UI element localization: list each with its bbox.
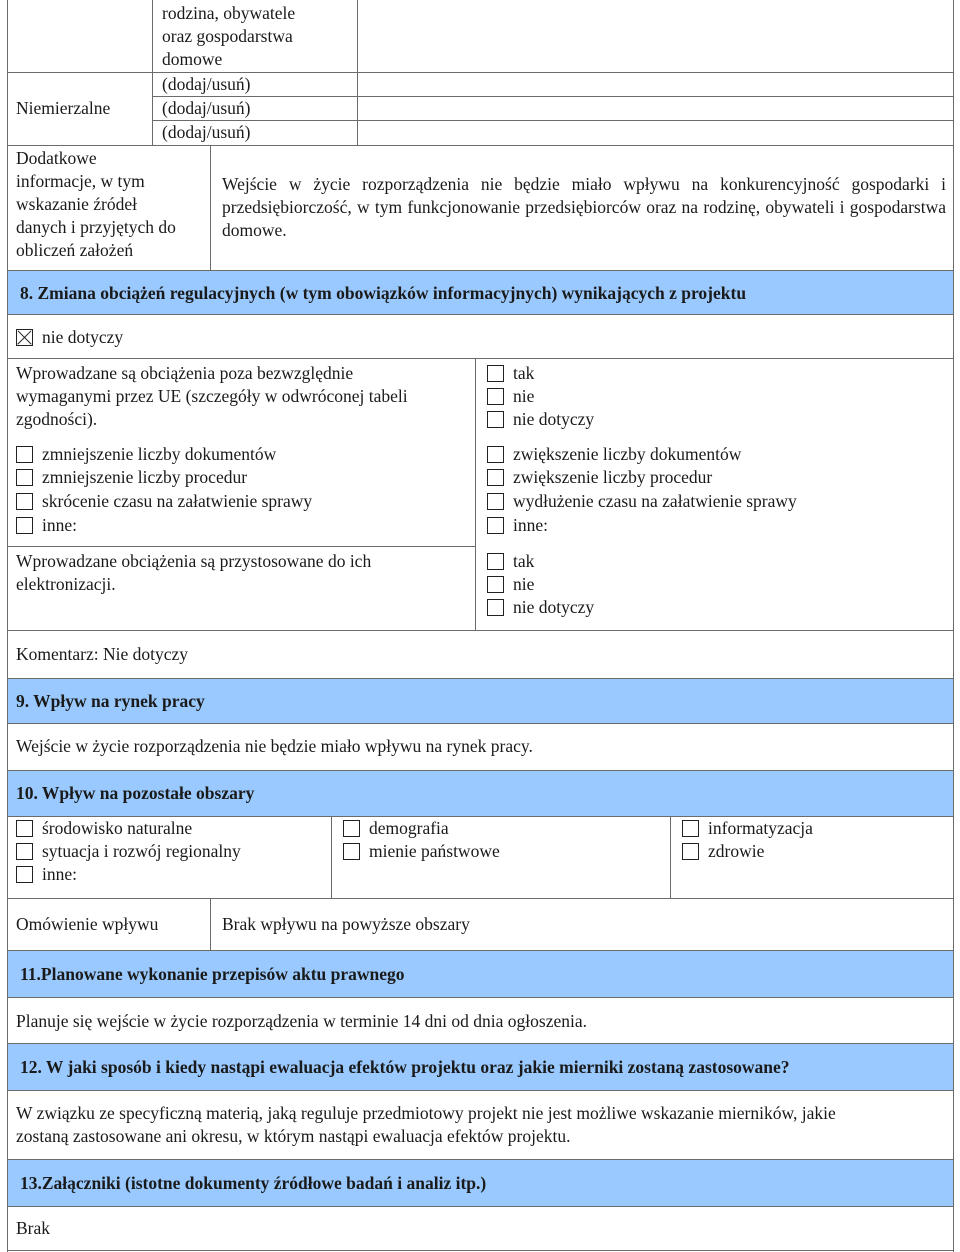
- area-option[interactable]: [16, 840, 241, 863]
- section11-title: 11.Planowane wykonanie przepisów aktu prawnego: [20, 964, 405, 984]
- checkbox-icon[interactable]: [343, 843, 360, 860]
- omowienie-text: Brak wpływu na powyższe obszary: [222, 914, 470, 934]
- area-option[interactable]: [343, 817, 449, 840]
- top-col-divider-2: [210, 145, 211, 270]
- section8-comment: Komentarz: Nie dotyczy: [16, 644, 189, 664]
- top-row-border-3: [152, 96, 953, 97]
- option-label: wydłużenie czasu na załatwienie sprawy: [513, 491, 797, 511]
- q1-line-1: Wprowadzane są obciążenia poza bezwzględnie: [16, 363, 354, 383]
- impact-group-line-1: rodzina, obywatele: [162, 3, 296, 23]
- checkbox-icon[interactable]: [487, 388, 504, 405]
- top-row-border-5: [7, 145, 953, 146]
- option-label: nie dotyczy: [513, 409, 595, 429]
- option-label: inne:: [513, 515, 548, 535]
- option-label: zwiększenie liczby procedur: [513, 467, 713, 487]
- section9-title: 9. Wpływ na rynek pracy: [16, 691, 205, 711]
- section11-text: Planuje się wejście w życie rozporządzenia w terminie 14 dni od dnia ogłoszenia.: [16, 1011, 587, 1031]
- section13-text: Brak: [16, 1218, 51, 1238]
- nie-dotyczy-option[interactable]: [16, 326, 123, 349]
- add-remove-link[interactable]: (dodaj/usuń): [162, 98, 251, 118]
- option-label: zmniejszenie liczby procedur: [42, 467, 248, 487]
- checkbox-icon[interactable]: [16, 469, 33, 486]
- q2-option-tak[interactable]: [487, 550, 534, 573]
- niemierzalne-label: Niemierzalne: [16, 98, 111, 118]
- s8-border-1: [7, 314, 953, 315]
- left-change-option[interactable]: [16, 466, 247, 489]
- left-change-option[interactable]: [16, 490, 312, 513]
- checkbox-icon[interactable]: [487, 365, 504, 382]
- checkbox-icon[interactable]: [16, 866, 33, 883]
- checkbox-checked-icon[interactable]: [16, 329, 33, 346]
- checkbox-icon[interactable]: [487, 517, 504, 534]
- left-change-option[interactable]: [16, 443, 276, 466]
- dodatkowe-label-line-5: obliczeń założeń: [16, 240, 134, 260]
- checkbox-icon[interactable]: [487, 469, 504, 486]
- checkbox-icon[interactable]: [487, 493, 504, 510]
- checkbox-icon[interactable]: [682, 843, 699, 860]
- checkbox-icon[interactable]: [487, 553, 504, 570]
- q1-option-nie[interactable]: [487, 385, 534, 408]
- s10-col-divider-2: [670, 816, 671, 898]
- right-change-option[interactable]: [487, 490, 797, 513]
- q2-option-nie[interactable]: [487, 573, 534, 596]
- q2-line-1: Wprowadzane obciążenia są przystosowane do ich: [16, 551, 372, 571]
- area-option[interactable]: [16, 863, 77, 886]
- impact-group-line-3: domowe: [162, 49, 223, 69]
- option-label: nie: [513, 574, 535, 594]
- area-option[interactable]: [682, 817, 813, 840]
- checkbox-icon[interactable]: [487, 446, 504, 463]
- s8-border-3: [7, 546, 475, 547]
- option-label: inne:: [42, 864, 77, 884]
- s11-border-mid: [7, 997, 953, 998]
- section10-title: 10. Wpływ na pozostałe obszary: [16, 783, 255, 803]
- section9-text: Wejście w życie rozporządzenia nie będzie miało wpływu na rynek pracy.: [16, 736, 533, 756]
- option-label: skrócenie czasu na załatwienie sprawy: [42, 491, 313, 511]
- section12-text-line-1: W związku ze specyficzną materią, jaką reguluje przedmiotowy projekt nie jest możliwe wskazanie mierników, jakie: [16, 1103, 836, 1123]
- checkbox-icon[interactable]: [16, 517, 33, 534]
- q1-option-nie-dotyczy[interactable]: [487, 408, 594, 431]
- omowienie-label: Omówienie wpływu: [16, 914, 159, 934]
- s8-border-4: [7, 630, 953, 631]
- option-label: zdrowie: [708, 841, 765, 861]
- checkbox-icon[interactable]: [16, 493, 33, 510]
- option-label: mienie państwowe: [369, 841, 500, 861]
- option-label: nie: [513, 386, 535, 406]
- s10-border-top: [7, 770, 953, 771]
- q1-line-2: wymaganymi przez UE (szczegóły w odwróconej tabeli: [16, 386, 408, 406]
- option-label: zwiększenie liczby dokumentów: [513, 444, 742, 464]
- table-border-bottom: [7, 1250, 953, 1251]
- section12-title: 12. W jaki sposób i kiedy nastąpi ewaluacja efektów projektu oraz jakie mierniki zostaną zastosowane?: [20, 1057, 790, 1077]
- add-remove-link[interactable]: (dodaj/usuń): [162, 74, 251, 94]
- option-label: środowisko naturalne: [42, 818, 193, 838]
- dodatkowe-label-line-1: Dodatkowe: [16, 148, 97, 168]
- option-label: demografia: [369, 818, 449, 838]
- right-change-option[interactable]: [487, 443, 741, 466]
- top-row-border-6: [7, 270, 953, 271]
- s11-border-top: [7, 950, 953, 951]
- q2-option-nie-dotyczy[interactable]: [487, 596, 594, 619]
- right-change-option[interactable]: [487, 514, 548, 537]
- checkbox-icon[interactable]: [487, 576, 504, 593]
- s10-border-low: [7, 898, 953, 899]
- s8-mid-divider: [475, 358, 476, 630]
- impact-group-line-2: oraz gospodarstwa: [162, 26, 293, 46]
- checkbox-icon[interactable]: [343, 820, 360, 837]
- top-row-border-1: [7, 72, 152, 73]
- area-option[interactable]: [682, 840, 764, 863]
- option-label: informatyzacja: [708, 818, 813, 838]
- s8-border-2: [7, 358, 953, 359]
- dodatkowe-label-line-4: danych i przyjętych do: [16, 217, 176, 237]
- checkbox-icon[interactable]: [16, 446, 33, 463]
- option-label: nie dotyczy: [513, 597, 595, 617]
- section8-title: 8. Zmiana obciążeń regulacyjnych (w tym obowiązków informacyjnych) wynikających z projektu: [20, 283, 747, 303]
- table-border-left: [7, 0, 8, 1252]
- checkbox-icon[interactable]: [682, 820, 699, 837]
- add-remove-link[interactable]: (dodaj/usuń): [162, 122, 251, 142]
- q2-line-2: elektronizacji.: [16, 574, 116, 594]
- s9-border-top: [7, 678, 953, 679]
- top-row-border-2: [152, 72, 953, 73]
- option-label: tak: [513, 363, 535, 383]
- s10-omowienie-divider: [210, 898, 211, 950]
- nie-dotyczy-label: nie dotyczy: [42, 327, 124, 347]
- s9-border-mid: [7, 723, 953, 724]
- checkbox-icon[interactable]: [487, 599, 504, 616]
- checkbox-icon[interactable]: [16, 843, 33, 860]
- s13-border-top: [7, 1159, 953, 1160]
- area-option[interactable]: [16, 817, 192, 840]
- section12-text-line-2: zostaną zastosowane ani okresu, w którym nastąpi ewaluacja efektów projektu.: [16, 1126, 571, 1146]
- section13-title: 13.Załączniki (istotne dokumenty źródłowe badań i analiz itp.): [20, 1173, 487, 1193]
- left-change-option[interactable]: [16, 514, 77, 537]
- s12-border-top: [7, 1043, 953, 1044]
- checkbox-icon[interactable]: [487, 411, 504, 428]
- option-label: sytuacja i rozwój regionalny: [42, 841, 241, 861]
- top-row-border-4: [152, 120, 953, 121]
- option-label: zmniejszenie liczby dokumentów: [42, 444, 277, 464]
- dodatkowe-label-line-2: informacje, w tym: [16, 171, 145, 191]
- s13-border-mid: [7, 1206, 953, 1207]
- dodatkowe-text: Wejście w życie rozporządzenia nie będzie miało wpływu na konkurencyjność gospodarki i przedsiębiorczość, w tym funkcjonowanie przedsiębiorców oraz na rodzinę, obywateli i gospodarstwa domowe.: [222, 174, 946, 240]
- option-label: tak: [513, 551, 535, 571]
- q1-line-3: zgodności).: [16, 409, 98, 429]
- s10-col-divider-1: [331, 816, 332, 898]
- right-change-option[interactable]: [487, 466, 712, 489]
- option-label: inne:: [42, 515, 77, 535]
- q1-option-tak[interactable]: [487, 362, 534, 385]
- dodatkowe-label-line-3: wskazanie źródeł: [16, 194, 137, 214]
- s12-border-mid: [7, 1090, 953, 1091]
- table-border-right: [953, 0, 954, 1252]
- area-option[interactable]: [343, 840, 500, 863]
- checkbox-icon[interactable]: [16, 820, 33, 837]
